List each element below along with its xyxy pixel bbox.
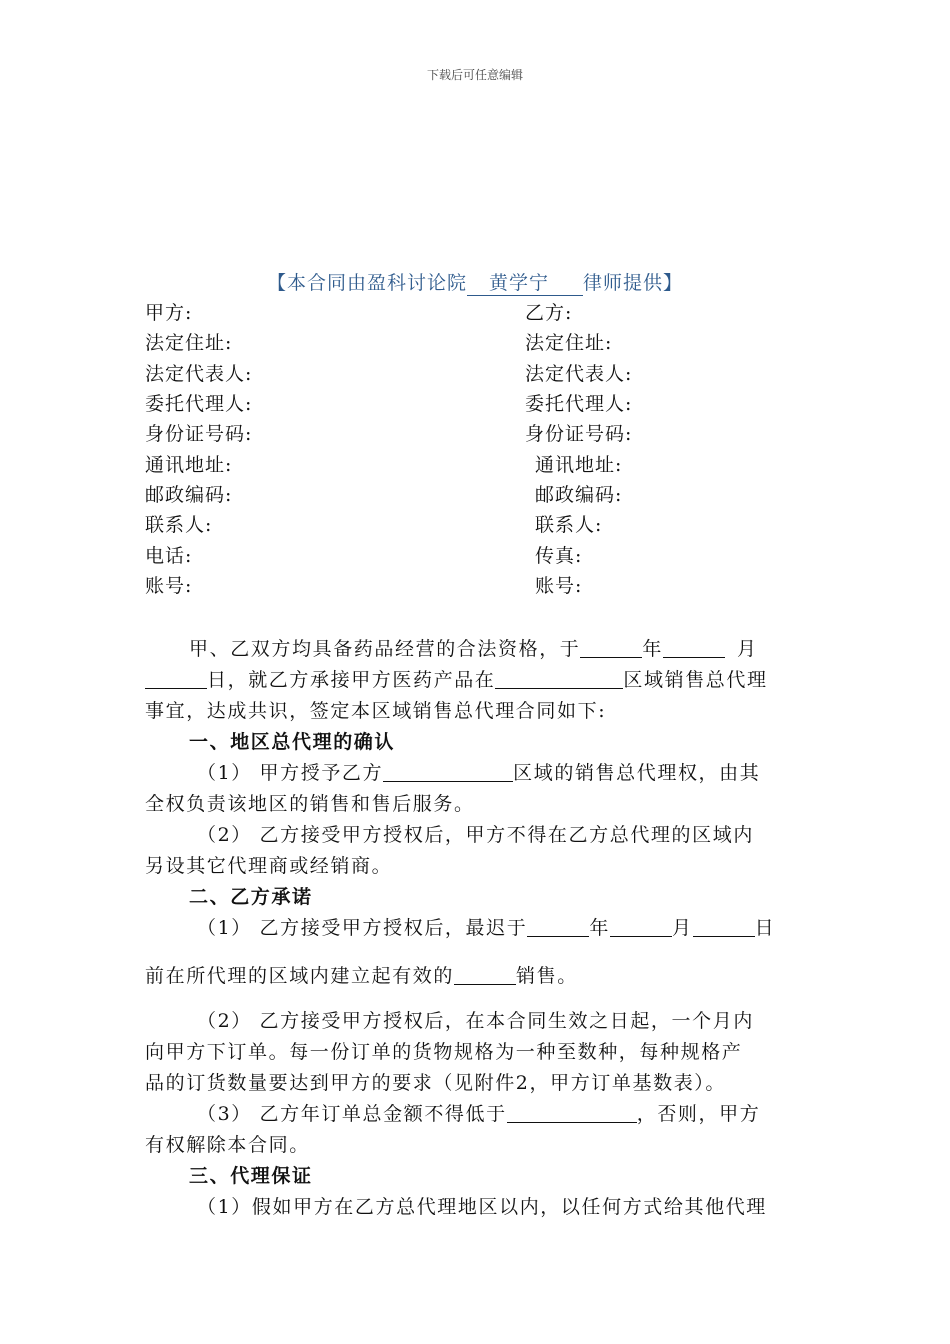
intro-text-1a: 甲、乙双方均具备药品经营的合法资格，于	[189, 638, 581, 660]
s2-1-text-day: 日	[754, 917, 776, 939]
intro-text-month: 月	[737, 638, 758, 660]
party-b-account-label: 账号:	[535, 575, 583, 597]
party-a-phone-label: 电话:	[145, 545, 193, 567]
s2-1-text-month: 月	[671, 917, 693, 939]
section-1-item-2-line-1: （2） 乙方接受甲方授权后，甲方不得在乙方总代理的区域内	[197, 824, 754, 846]
intro-line-2	[145, 665, 807, 696]
section-1-item-1-line-2: 全权负责该地区的销售和售后服务。	[145, 793, 475, 815]
blank-day	[145, 668, 207, 689]
intro-line-1	[145, 634, 807, 665]
party-a-address-label: 法定住址:	[145, 332, 233, 354]
s2-1-text-year: 年	[589, 917, 610, 939]
party-b-contact-label: 联系人:	[535, 514, 603, 536]
blank-year	[580, 637, 642, 658]
blank-deadline-year	[527, 916, 589, 937]
blank-annual-amount	[507, 1102, 637, 1123]
party-a-agent-label: 委托代理人:	[145, 393, 253, 415]
provider-prefix: 【本合同由盈科讨论院	[266, 272, 467, 294]
party-a-contact-label: 联系人:	[145, 514, 213, 536]
section-2-heading: 二、乙方承诺	[189, 886, 313, 908]
party-a-postcode-label: 邮政编码:	[145, 484, 233, 506]
section-2-item-2-line-3: 品的订货数量要达到甲方的要求（见附件2，甲方订单基数表）。	[145, 1072, 726, 1094]
section-2-item-3-line-1	[145, 1099, 807, 1130]
intro-text-2a: 日，就乙方承接甲方医药产品在	[207, 669, 496, 691]
blank-region	[495, 668, 623, 689]
contract-provider-line	[0, 268, 950, 296]
section-1-heading: 一、地区总代理的确认	[189, 731, 396, 753]
section-2-item-1-line-1	[145, 913, 807, 944]
party-a-account-label: 账号:	[145, 575, 193, 597]
party-b-id-label: 身份证号码:	[525, 423, 633, 445]
section-1-item-1-line-1	[145, 758, 807, 789]
intro-text-2b: 区域销售总代理	[623, 669, 768, 691]
section-2-item-3-line-2: 有权解除本合同。	[145, 1134, 310, 1156]
intro-line-3: 事宜，达成共识，签定本区域销售总代理合同如下:	[145, 700, 607, 722]
s2-3-text-a: （3） 乙方年订单总金额不得低于	[197, 1103, 507, 1125]
party-b-mail-address-label: 通讯地址:	[535, 454, 623, 476]
header-note: 下载后可任意编辑	[426, 68, 523, 82]
blank-sales	[454, 964, 516, 985]
blank-granted-region	[383, 761, 513, 782]
party-b-rep-label: 法定代表人:	[525, 363, 633, 385]
s2-1-text-f: 销售。	[516, 965, 578, 987]
party-a-mail-address-label: 通讯地址:	[145, 454, 233, 476]
section-2-item-2-line-1: （2） 乙方接受甲方授权后，在本合同生效之日起，一个月内	[197, 1010, 754, 1032]
party-b-name-label: 乙方:	[525, 302, 573, 324]
party-a-name-label: 甲方:	[145, 302, 193, 324]
party-b-postcode-label: 邮政编码:	[535, 484, 623, 506]
party-b-address-label: 法定住址:	[525, 332, 613, 354]
section-2-item-2-line-2: 向甲方下订单。每一份订单的货物规格为一种至数种，每种规格产	[145, 1041, 743, 1063]
party-a-id-label: 身份证号码:	[145, 423, 253, 445]
blank-deadline-month	[610, 916, 672, 937]
s2-1-text-a: （1） 乙方接受甲方授权后，最迟于	[197, 917, 528, 939]
s1-1-text-b: 区域的销售总代理权，由其	[513, 762, 761, 784]
intro-text-year: 年	[642, 638, 664, 660]
party-b-agent-label: 委托代理人:	[525, 393, 633, 415]
s2-1-text-e: 前在所代理的区域内建立起有效的	[145, 965, 455, 987]
section-3-item-1-line-1: （1）假如甲方在乙方总代理地区以内，以任何方式给其他代理	[197, 1196, 767, 1218]
blank-deadline-day	[693, 916, 755, 937]
blank-month	[663, 637, 725, 658]
s2-3-text-b: ，否则，甲方	[636, 1103, 761, 1125]
section-3-heading: 三、代理保证	[189, 1165, 313, 1187]
party-b-fax-label: 传真:	[535, 545, 583, 567]
party-a-rep-label: 法定代表人:	[145, 363, 253, 385]
section-2-item-1-line-2	[145, 961, 807, 992]
lawyer-name: 黄学宁	[467, 268, 583, 296]
provider-suffix: 律师提供】	[583, 272, 684, 294]
s1-1-text-a: （1） 甲方授予乙方	[197, 762, 384, 784]
section-1-item-2-line-2: 另设其它代理商或经销商。	[145, 855, 393, 877]
